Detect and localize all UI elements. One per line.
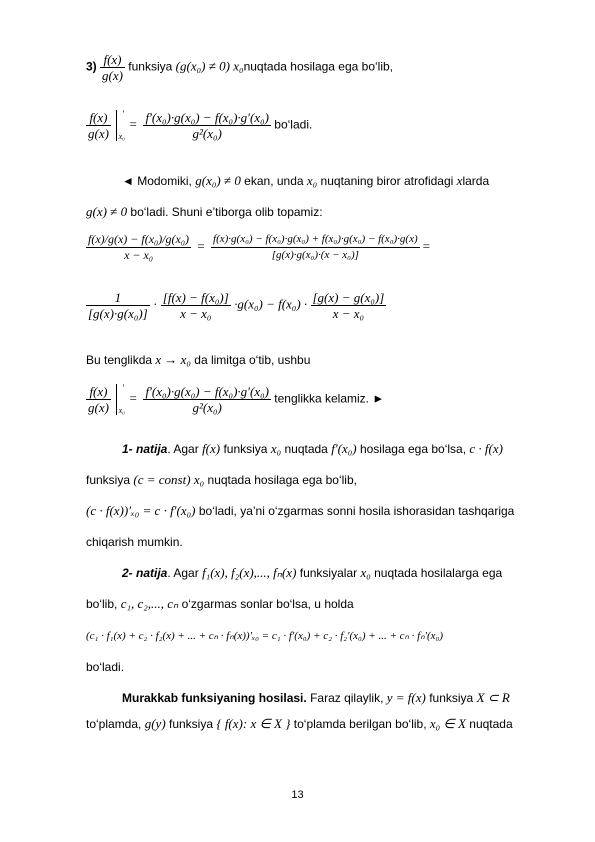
corollary-2-line-2: bo‘lib, c₁, c₂,..., cₙ o‘zgarmas sonlar bo‘lsa, u holda xyxy=(86,596,354,611)
quotient-rule-formula: $\frac{f(x)}{g(x)}$ ′ x₀ = $\frac{\text{f′(x₀)·g(x₀) − f(x₀)·g′(x₀)}}{\text{g²(x₀)}}$ bo‘ladi. xyxy=(88,109,313,141)
corollary-1-title: 1- natija xyxy=(122,442,168,456)
point-x0: x₀ xyxy=(233,58,244,74)
page-number: 13 xyxy=(291,789,304,801)
linearity-formula: (c₁ · f₁(x) + c₂ · f₂(x) + ... + cₙ · fₙ(x))′ₓ₀ = c₁ · f′(x₀) + c₂ · f₂′(x₀) + ... + cₙ · fₙ′(x₀) xyxy=(86,630,444,642)
item-3-line: 3) $\frac{f(x)}{g(x)}$ funksiya (g(x₀) ≠ 0) x₀nuqtada hosilaga ega bo‘lib, xyxy=(86,52,394,83)
corollary-1-line-3: (c · f(x))′ₓ₀ = c · f′(x₀) bo‘ladi, ya’ni o‘zgarmas sonni hosila ishorasidan tashqariga xyxy=(86,503,515,518)
corollary-1-line-4: chiqarish mumkin. xyxy=(86,535,183,549)
condition-g-x0: (g(x₀) ≠ 0) xyxy=(175,58,230,74)
quotient-rhs: $\frac{\text{f′(x₀)·g(x₀) − f(x₀)·g′(x₀)}}{\text{g²(x₀)}}$ xyxy=(145,110,269,141)
composite-function-line: Murakkab funksiyaning hosilasi. Faraz qilaylik, y = f(x) funksiya X ⊂ R xyxy=(122,690,510,705)
corollary-1-line: 1- natija. Agar f(x) funksiya x₀ nuqtada f′(x₀) hosilaga ega bo‘lsa, c · f(x) xyxy=(122,441,503,456)
item-number: 3) xyxy=(86,59,97,74)
corollary-2-title: 2- natija xyxy=(122,566,168,580)
difference-quotient-lhs: $\frac{\text{f(x)/g(x) − f(x₀)/g(x₀)}}{\text{x − x₀}}$ xyxy=(88,232,190,262)
difference-quotient-expanded: $\frac{\text{f(x)·g(x₀) − f(x₀)·g(x₀) + f(x₀)·g(x₀) − f(x₀)·g(x)}}{\text{[g(x)·g(x₀)·(x − x₀)]}}$ xyxy=(213,233,418,261)
composite-function-heading: Murakkab funksiyaning hosilasi. xyxy=(122,691,307,705)
proof-line-2: g(x) ≠ 0 bo‘ladi. Shuni e’tiborga olib topamiz: xyxy=(86,204,323,219)
corollary-1-line-2: funksiya (c = const) x₀ nuqtada hosilaga ega bo‘lib, xyxy=(86,472,357,487)
fraction-f-over-g: $\frac{f(x)}{g(x)}$ xyxy=(102,52,123,83)
composite-function-line-2: to‘plamda, g(y) funksiya { f(x): x ∈ X } to‘plamda berilgan bo‘lib, x₀ ∈ X nuqtada xyxy=(86,716,513,731)
difference-quotient-equation: $\frac{\text{f(x)/g(x) − f(x₀)/g(x₀)}}{\text{x − x₀}}$ = $\frac{\text{f(x)·g(x₀) − f(x₀)·g(x₀) + f(x₀)·g(x₀) − f(x₀)·g(x)}}{\text{[g(x)·g(x₀)·(x − x₀)]}}$ = xyxy=(88,232,431,262)
limit-line: Bu tenglikda x → x₀ da limitga o‘tib, ushbu xyxy=(86,352,311,367)
evaluated-derivative: $\frac{f(x)}{g(x)}$ ′ x₀ xyxy=(88,109,125,141)
corollary-2-line: 2- natija. Agar f₁(x), f₂(x),..., fₙ(x) funksiyalar x₀ nuqtada hosilalarga ega xyxy=(122,565,503,580)
quotient-rule-result: $\frac{f(x)}{g(x)}$ ′ x₀ = $\frac{\text{f′(x₀)·g(x₀) − f(x₀)·g′(x₀)}}{\text{g²(x₀)}}$ tenglikka kelamiz. ► xyxy=(88,383,385,415)
difference-quotient-factored: $\frac{1}{\text{[g(x)·g(x₀)]}}$ · $\frac{\text{[f(x) − f(x₀)]}}{\text{x − x₀}}$ ·g(x₀) − f(x₀) · $\frac{\text{[g(x) − g(x₀)]}}{\text{x − x₀}}$ xyxy=(88,290,385,321)
corollary-2-line-4: bo‘ladi. xyxy=(86,660,125,674)
proof-intro-line: ◄ Modomiki, g(x₀) ≠ 0 ekan, unda x₀ nuqtaning biror atrofidagi xlarda xyxy=(122,173,490,188)
